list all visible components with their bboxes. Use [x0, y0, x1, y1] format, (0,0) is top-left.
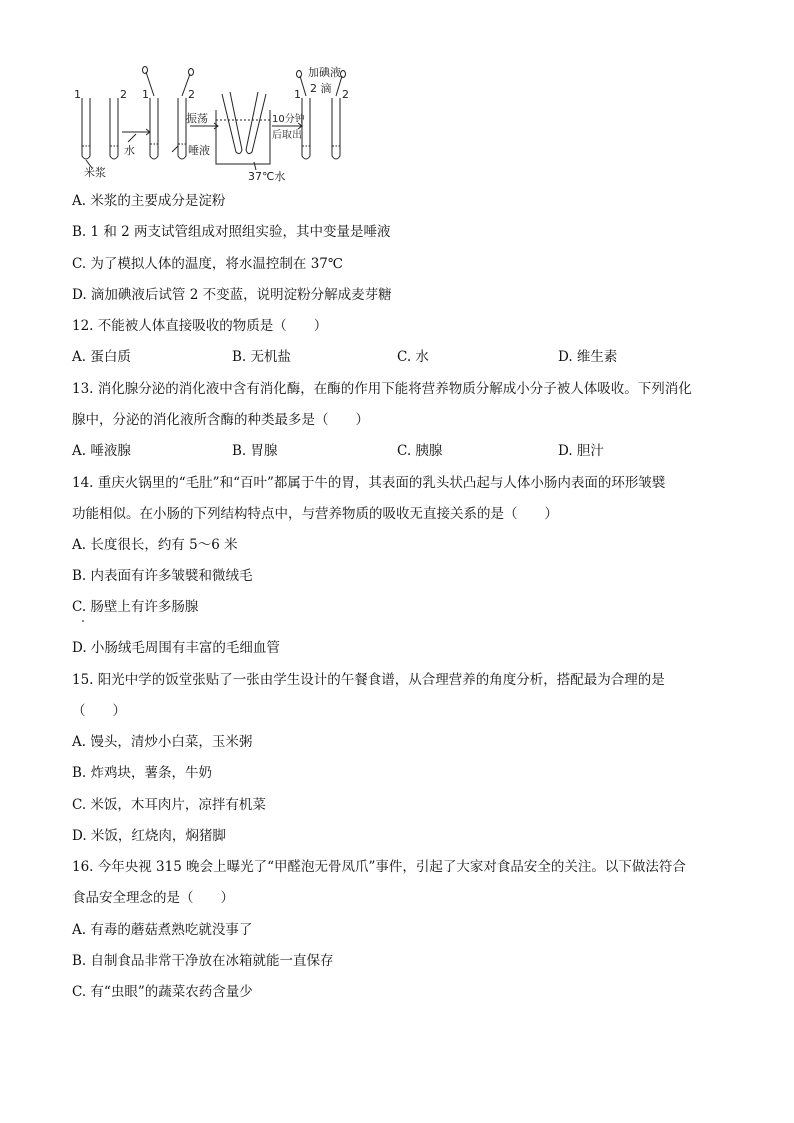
q12-stem: 12. 不能被人体直接吸收的物质是（ ）	[72, 318, 328, 334]
q15-stem-line2: （ ）	[72, 703, 126, 719]
label-tube-2c: 2	[342, 88, 349, 101]
water-bath-beaker	[216, 110, 270, 164]
q15-option-a: A. 馒头，清炒小白菜，玉米粥	[72, 734, 253, 750]
label-tube-1c: 1	[294, 88, 301, 101]
q11-option-c: C. 为了模拟人体的温度，将水温控制在 37℃	[72, 256, 344, 272]
label-add-iodine: 加碘液	[308, 66, 341, 79]
label-tube-2: 2	[120, 88, 127, 101]
q12-option-c: C. 水	[397, 349, 429, 365]
q12-option-b: B. 无机盐	[232, 349, 292, 365]
q16-stem-line2: 食品安全理念的是（ ）	[72, 890, 234, 906]
q14-option-a: A. 长度很长，约有 5～6 米	[72, 537, 238, 553]
label-tube-1b: 1	[142, 88, 149, 101]
q13-option-c: C. 胰腺	[397, 443, 443, 459]
q14-stem-line2: 功能相似。在小肠的下列结构特点中，与营养物质的吸收无直接关系的是（ ）	[72, 506, 558, 522]
q11-option-d: D. 滴加碘液后试管 2 不变蓝，说明淀粉分解成麦芽糖	[72, 287, 392, 303]
test-tube-1b	[150, 98, 158, 159]
q12-option-d: D. 维生素	[558, 349, 618, 365]
label-water: 水	[124, 144, 135, 157]
q13-stem-line1: 13. 消化腺分泌的消化液中含有消化酶，在酶的作用下能将营养物质分解成小分子被人体吸收。下列消化	[72, 381, 692, 397]
label-ten-minutes: 10分钟	[272, 114, 305, 125]
label-saliva: 唾液	[188, 144, 210, 157]
q11-option-b: B. 1 和 2 两支试管组成对照组实验，其中变量是唾液	[72, 224, 391, 240]
q13-option-d: D. 胆汁	[558, 443, 604, 459]
test-tube-1c	[302, 98, 310, 159]
q14-option-d: D. 小肠绒毛周围有丰富的毛细血管	[72, 640, 280, 656]
q16-option-a: A. 有毒的蘑菇煮熟吃就没事了	[72, 922, 253, 938]
label-rice-slurry: 米浆	[84, 166, 106, 179]
q14-option-c: C. 肠壁上有许多肠腺	[72, 599, 199, 615]
q13-stem-line2: 腺中，分泌的消化液所含酶的种类最多是（ ）	[72, 412, 369, 428]
label-take-out: 后取出	[272, 130, 302, 141]
stray-dot	[82, 620, 84, 622]
test-tube-2	[110, 98, 118, 159]
q16-option-c: C. 有“虫眼”的蔬菜农药含量少	[72, 984, 253, 1000]
q14-stem-line1: 14. 重庆火锅里的“毛肚”和“百叶”都属于牛的胃，其表面的乳头状凸起与人体小肠内表面的环形皱襞	[72, 475, 666, 491]
label-water-bath: 37℃水	[248, 170, 286, 183]
label-two-drops: 2 滴	[310, 82, 332, 95]
q15-option-c: C. 米饭，木耳肉片，凉拌有机菜	[72, 797, 266, 813]
q14-option-b: B. 内表面有许多皱襞和微绒毛	[72, 568, 253, 584]
q11-option-a: A. 米浆的主要成分是淀粉	[72, 193, 226, 209]
q15-option-d: D. 米饭，红烧肉，焖猪脚	[72, 828, 226, 844]
q15-option-b: B. 炸鸡块，薯条，牛奶	[72, 765, 213, 781]
label-tube-1: 1	[74, 88, 81, 101]
test-tube-2b	[178, 98, 186, 159]
label-tube-2b: 2	[188, 88, 195, 101]
q16-option-b: B. 自制食品非常干净放在冰箱就能一直保存	[72, 953, 334, 969]
q12-option-a: A. 蛋白质	[72, 349, 131, 365]
label-shake: 振荡	[186, 112, 208, 125]
test-tube-2c	[332, 98, 340, 159]
q16-stem-line1: 16. 今年央视 315 晚会上曝光了“甲醛泡无骨凤爪”事件，引起了大家对食品安全的关注。以下做法符合	[72, 859, 686, 875]
experiment-figure	[70, 64, 370, 184]
q15-stem-line1: 15. 阳光中学的饭堂张贴了一张由学生设计的午餐食谱，从合理营养的角度分析，搭配最为合理的是	[72, 672, 665, 688]
q13-option-b: B. 胃腺	[232, 443, 278, 459]
q13-option-a: A. 唾液腺	[72, 443, 131, 459]
test-tube-1	[82, 98, 90, 159]
